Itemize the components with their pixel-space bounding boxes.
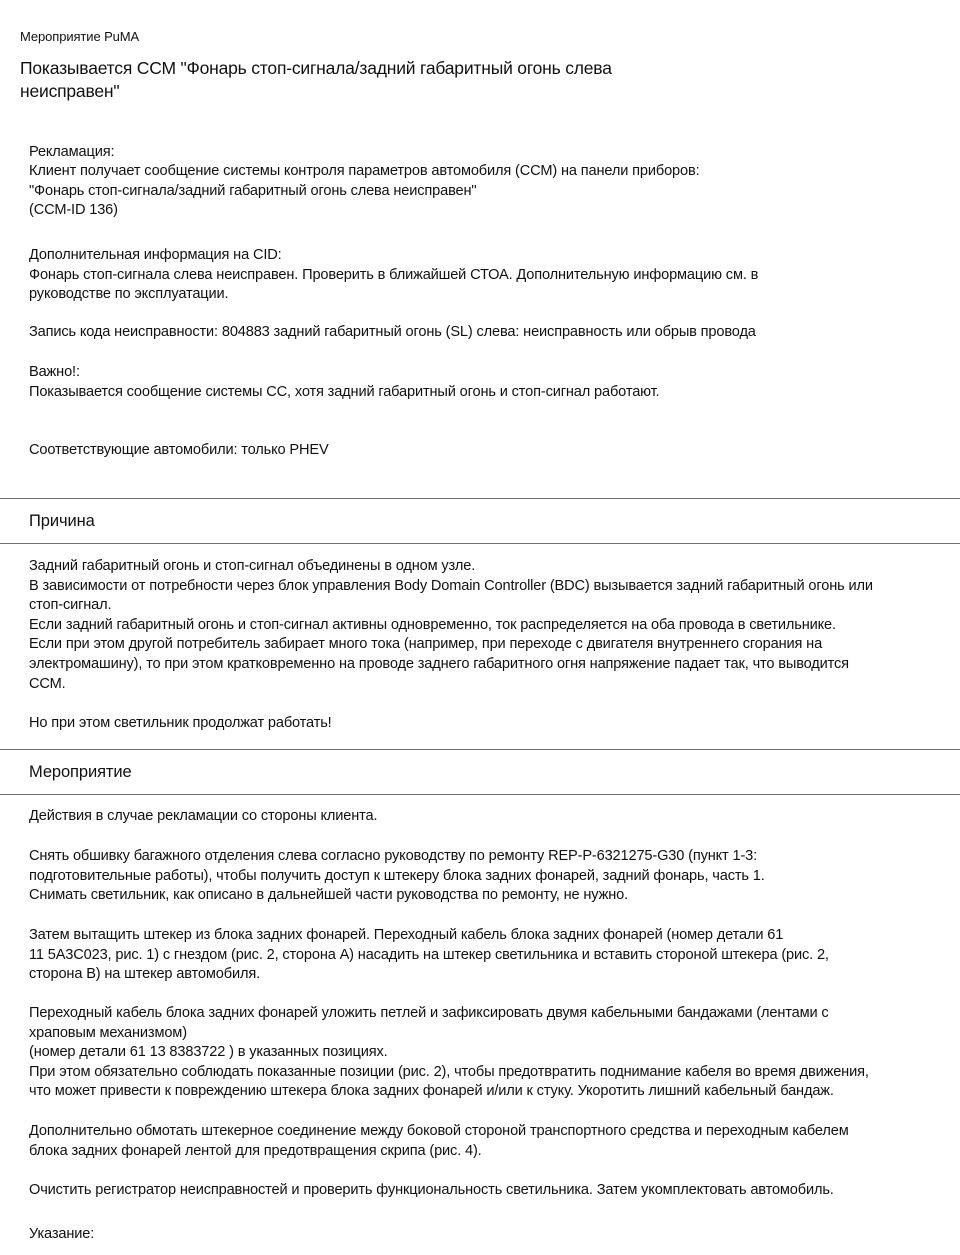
complaint-paragraph: Клиент получает сообщение системы контроля параметров автомобиля (ССМ) на панели приборов: "Фонарь стоп-сигнала/задний габаритный огонь слева неисправен" (ССМ-ID 136) bbox=[29, 163, 700, 219]
cause-paragraph: Но при этом светильник продолжат работать! bbox=[29, 715, 332, 731]
document-title: Показывается ССМ "Фонарь стоп-сигнала/задний габаритный огонь слева неисправен" bbox=[20, 58, 612, 101]
complaint-section-fault-code bbox=[29, 323, 949, 343]
measure-note bbox=[29, 1225, 949, 1245]
section-divider bbox=[0, 794, 960, 795]
measure-step-trim bbox=[29, 847, 949, 906]
complaint-paragraph: Важно!: Показывается сообщение системы СС, хотя задний габаритный огонь и стоп-сигнал работают. bbox=[29, 364, 660, 400]
cause-section-note bbox=[29, 714, 949, 734]
complaint-paragraph: Запись кода неисправности: 804883 задний габаритный огонь (SL) слева: неисправность или обрыв провода bbox=[29, 324, 756, 340]
section-title-measure: Мероприятие bbox=[29, 763, 132, 781]
complaint-section-vehicles bbox=[29, 441, 949, 461]
measure-paragraph: Указание: bbox=[29, 1226, 95, 1242]
cause-paragraph: Задний габаритный огонь и стоп-сигнал объединены в одном узле. В зависимости от потребности через блок управления Body Domain Controller (BDC) вызывается задний габаритный огонь или стоп-сигнал. Если задний габаритный огонь и стоп-сигнал активны одновременно, ток распределяется на оба провода в светильнике. Если при этом другой потребитель забирает много тока (например, при переходе с двигателя внутреннего сгорания на электромашину), то при этом кратковременно на проводе заднего габаритного огня напряжение падает так, что выводится ССМ. bbox=[29, 558, 873, 692]
cause-section bbox=[29, 557, 949, 694]
section-divider bbox=[0, 543, 960, 544]
document-category: Мероприятие PuMA bbox=[20, 29, 140, 44]
measure-step-cable bbox=[29, 926, 949, 985]
complaint-paragraph: Соответствующие автомобили: только PHEV bbox=[29, 442, 329, 458]
measure-step-fix bbox=[29, 1004, 949, 1102]
measure-step-tape bbox=[29, 1122, 949, 1161]
complaint-section bbox=[29, 143, 949, 221]
measure-intro bbox=[29, 807, 949, 827]
complaint-heading: Рекламация: bbox=[29, 144, 115, 160]
measure-paragraph: Очистить регистратор неисправностей и проверить функциональность светильника. Затем укомплектовать автомобиль. bbox=[29, 1182, 834, 1198]
measure-paragraph: Затем вытащить штекер из блока задних фонарей. Переходный кабель блока задних фонарей (номер детали 61 11 5A3C023, рис. 1) с гнездом (рис. 2, сторона А) насадить на штекер светильника и вставить стороной штекера (рис. 2, сторона В) на штекер автомобиля. bbox=[29, 927, 829, 983]
section-divider bbox=[0, 498, 960, 499]
measure-paragraph: Переходный кабель блока задних фонарей уложить петлей и зафиксировать двумя кабельными бандажами (лентами с храповым механизмом) (номер детали 61 13 8383722 ) в указанных позициях. При этом обязательно соблюдать показанные позиции (рис. 2), чтобы предотвратить поднимание кабеля во время движения, что может привести к повреждению штекера блока задних фонарей и/или к стуку. Укоротить лишний кабельный бандаж. bbox=[29, 1005, 869, 1100]
measure-paragraph: Действия в случае рекламации со стороны клиента. bbox=[29, 808, 378, 824]
measure-paragraph: Дополнительно обмотать штекерное соединение между боковой стороной транспортного средства и переходным кабелем блока задних фонарей лентой для предотвращения скрипа (рис. 4). bbox=[29, 1123, 849, 1159]
complaint-paragraph: Дополнительная информация на CID: Фонарь стоп-сигнала слева неисправен. Проверить в ближайшей СТОА. Дополнительную информацию см. в руководстве по эксплуатации. bbox=[29, 247, 759, 303]
complaint-section-important bbox=[29, 363, 949, 402]
section-divider bbox=[0, 749, 960, 750]
complaint-section-cid bbox=[29, 246, 949, 305]
measure-step-clear bbox=[29, 1181, 949, 1201]
measure-paragraph: Снять обшивку багажного отделения слева согласно руководству по ремонту REP-P-6321275-G30 (пункт 1-3: подготовительные работы), чтобы получить доступ к штекеру блока задних фонарей, задний фонарь, часть 1. Снимать светильник, как описано в дальнейшей части руководства по ремонту, не нужно. bbox=[29, 848, 765, 904]
section-title-cause: Причина bbox=[29, 512, 95, 530]
